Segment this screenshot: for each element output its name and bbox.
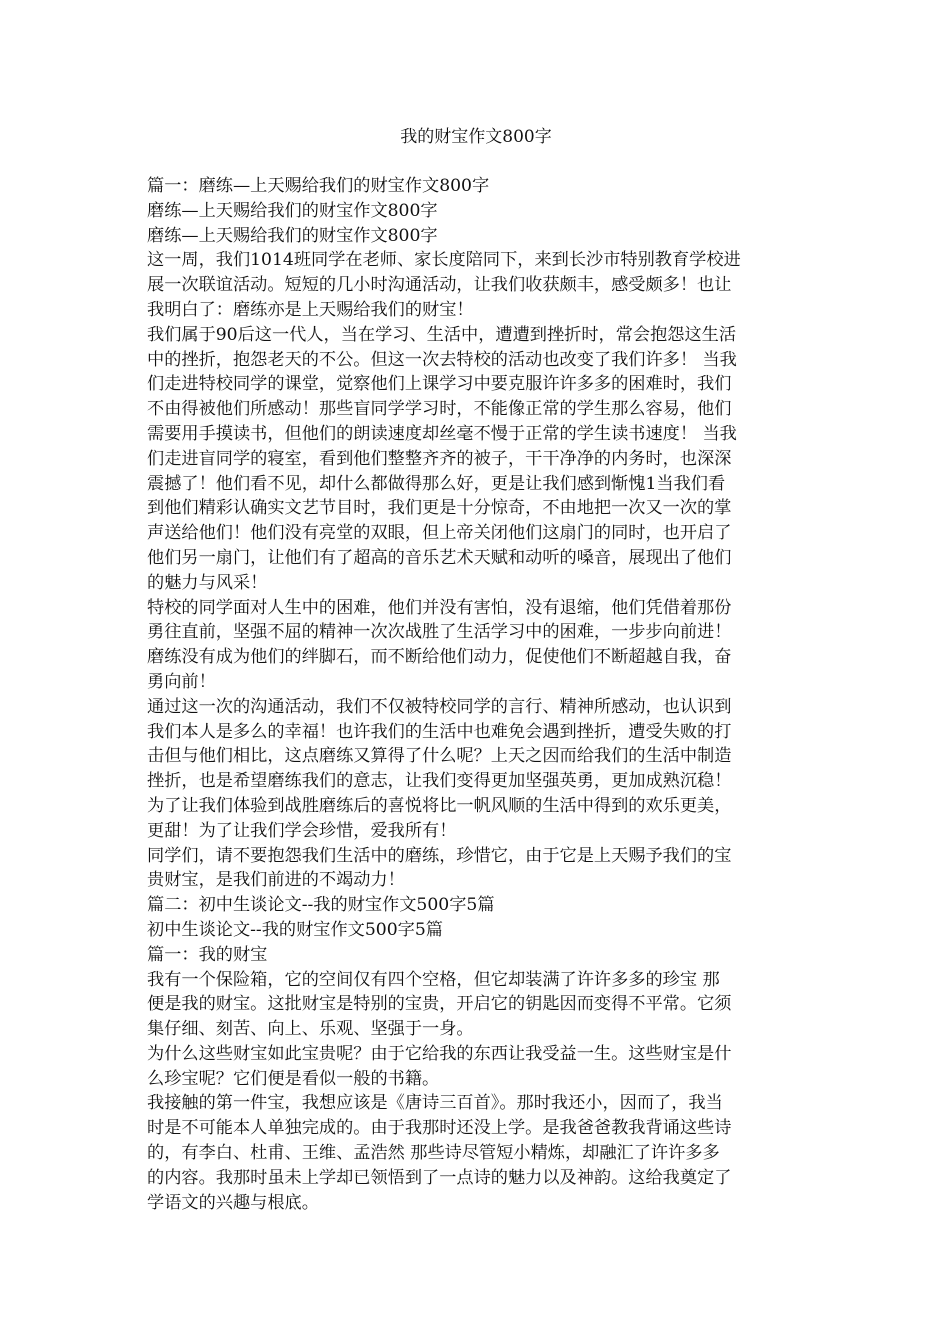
text-line: 我们本人是多么的幸福！也许我们的生活中也难免会遇到挫折，遭受失败的打: [147, 721, 732, 742]
text-line: 我有一个保险箱，它的空间仅有四个空格，但它却装满了许许多多的珍宝 那: [147, 969, 720, 990]
text-line: 我们属于90后这一代人，当在学习、生活中，遭遭到挫折时，常会抱怨这生活: [147, 324, 737, 345]
text-line: 我明白了：磨练亦是上天赐给我们的财宝！: [147, 299, 474, 320]
text-line: 勇向前！: [147, 671, 216, 692]
text-line: 们走进盲同学的寝室，看到他们整整齐齐的被子，干干净净的内务时，也深深: [147, 448, 732, 469]
text-line: 为了让我们体验到战胜磨练后的喜悦将比一帆风顺的生活中得到的欢乐更美，: [147, 795, 732, 816]
text-line: 击但与他们相比，这点磨练又算得了什么呢？上天之因而给我们的生活中制造: [147, 746, 732, 767]
text-line: 篇一：我的财宝: [147, 944, 268, 965]
text-line: 声送给他们！他们没有亮堂的双眼，但上帝关闭他们这扇门的同时，也开启了: [147, 523, 732, 544]
text-line: 特校的同学面对人生中的困难，他们并没有害怕，没有退缩，他们凭借着那份: [147, 597, 732, 618]
document-body: [147, 174, 805, 1215]
text-line: 篇一：磨练—上天赐给我们的财宝作文800字: [147, 176, 490, 196]
text-line: 的魅力与风采！: [147, 572, 268, 593]
text-line: 挫折，也是希望磨练我们的意志，让我们变得更加坚强英勇，更加成熟沉稳！: [147, 771, 732, 792]
text-line: 同学们，请不要抱怨我们生活中的磨练，珍惜它，由于它是上天赐予我们的宝: [147, 845, 732, 866]
document-title: 我的财宝作文800字: [400, 127, 552, 147]
text-line: 贵财宝，是我们前进的不竭动力！: [147, 870, 405, 891]
text-line: 中的挫折，抱怨老天的不公。但这一次去特校的活动也改变了我们许多！ 当我: [147, 349, 737, 370]
text-line: 勇往直前，坚强不屈的精神一次次战胜了生活学习中的困难，一步步向前进！: [147, 622, 732, 643]
text-line: 不由得被他们所感动！那些盲同学学习时，不能像正常的学生那么容易，他们: [147, 399, 732, 420]
text-line: 需要用手摸读书，但他们的朗读速度却丝毫不慢于正常的学生读书速度！ 当我: [147, 423, 737, 444]
text-line: 到他们精彩认确实文艺节目时，我们更是十分惊奇，不由地把一次又一次的掌: [147, 498, 732, 519]
text-line: 为什么这些财宝如此宝贵呢？由于它给我的东西让我受益一生。这些财宝是什: [147, 1043, 732, 1064]
text-line: 我接触的第一件宝，我想应该是《唐诗三百首》。那时我还小，因而了，我当: [147, 1093, 723, 1114]
text-line: 篇二：初中生谈论文--我的财宝作文500字5篇: [147, 895, 495, 916]
text-line: 磨练—上天赐给我们的财宝作文800字: [147, 225, 438, 246]
text-line: 磨练没有成为他们的绊脚石，而不断给他们动力，促使他们不断超越自我，奋: [147, 647, 732, 668]
text-line: 更甜！为了让我们学会珍惜，爱我所有！: [147, 820, 457, 841]
text-line: 震撼了！他们看不见，却什么都做得那么好，更是让我们感到惭愧1当我们看: [147, 473, 726, 494]
text-line: 展一次联谊活动。短短的几小时沟通活动，让我们收获颇丰，感受颇多！也让: [147, 275, 732, 296]
text-line: 们走进特校同学的课堂，觉察他们上课学习中要克服许许多多的困难时，我们: [147, 374, 732, 395]
text-line: 磨练—上天赐给我们的财宝作文800字: [147, 200, 438, 221]
text-line: 的内容。我那时虽未上学却已领悟到了一点诗的魅力以及神韵。这给我奠定了: [147, 1167, 732, 1188]
text-line: 的，有李白、杜甫、王维、孟浩然 那些诗尽管短小精炼，却融汇了许许多多: [147, 1143, 720, 1164]
text-line: 么珍宝呢？它们便是看似一般的书籍。: [147, 1068, 440, 1089]
text-line: 这一周，我们1014班同学在老师、家长度陪同下，来到长沙市特别教育学校进: [147, 250, 741, 271]
text-line: 通过这一次的沟通活动，我们不仅被特校同学的言行、精神所感动，也认识到: [147, 696, 732, 717]
text-line: 时是不可能本人单独完成的。由于我那时还没上学。是我爸爸教我背诵这些诗: [147, 1118, 732, 1139]
text-line: 便是我的财宝。这批财宝是特别的宝贵，开启它的钥匙因而变得不平常。它须: [147, 994, 732, 1015]
text-line: 初中生谈论文--我的财宝作文500字5篇: [147, 919, 443, 940]
text-line: 集仔细、刻苦、向上、乐观、坚强于一身。: [147, 1019, 474, 1040]
text-line: 学语文的兴趣与根底。: [147, 1192, 319, 1213]
text-line: 他们另一扇门，让他们有了超高的音乐艺术天赋和动听的嗓音，展现出了他们: [147, 547, 732, 568]
